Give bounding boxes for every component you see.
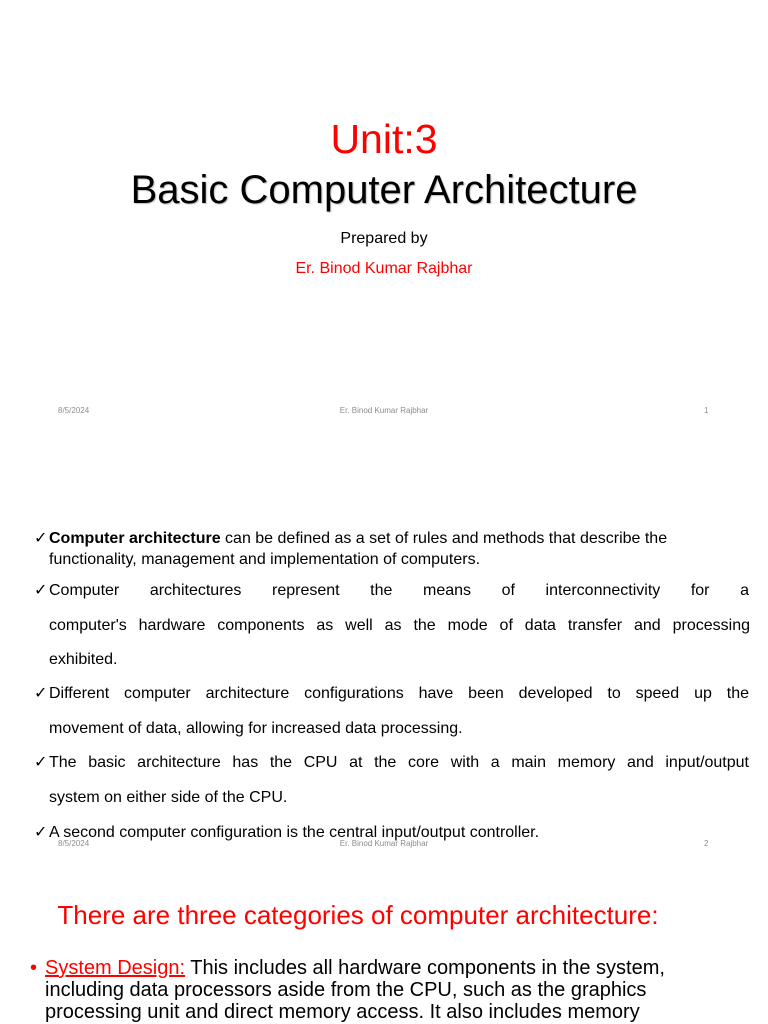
footer-author: Er. Binod Kumar Rajbhar bbox=[339, 839, 429, 848]
slide-footer bbox=[0, 839, 768, 851]
list-item bbox=[30, 957, 730, 1023]
slide-title: Basic Computer Architecture bbox=[130, 168, 638, 212]
list-item bbox=[34, 574, 750, 678]
categories-heading: There are three categories of computer architecture: bbox=[57, 900, 659, 930]
bullet-text: Computer architectures represent the means of interconnectivity for a bbox=[49, 582, 749, 599]
checkmark-icon: ✓ bbox=[34, 530, 48, 547]
bullet-text: can be defined as a set of rules and methods that describe the bbox=[220, 530, 668, 547]
checkmark-icon: ✓ bbox=[34, 754, 48, 771]
author-name: Er. Binod Kumar Rajbhar bbox=[295, 260, 473, 277]
category-label: System Design: bbox=[45, 957, 186, 979]
unit-title: Unit:3 bbox=[330, 116, 438, 162]
checkmark-icon: ✓ bbox=[34, 824, 48, 841]
slide-footer bbox=[0, 406, 768, 418]
footer-author: Er. Binod Kumar Rajbhar bbox=[339, 406, 429, 415]
bullet-text: movement of data, allowing for increased data processing. bbox=[49, 719, 463, 737]
checkmark-icon: ✓ bbox=[34, 685, 48, 702]
bullet-text: exhibited. bbox=[49, 651, 118, 668]
footer-date: 8/5/2024 bbox=[58, 406, 90, 415]
bullet-text: functionality, management and implementation of computers. bbox=[49, 551, 481, 568]
prepared-by-label: Prepared by bbox=[340, 230, 428, 247]
list-item bbox=[34, 746, 750, 815]
footer-date: 8/5/2024 bbox=[58, 839, 90, 848]
checkmark-icon: ✓ bbox=[34, 582, 48, 599]
title-slide bbox=[0, 0, 768, 430]
bullet-text: Different computer architecture configurations have been developed to speed up the bbox=[49, 685, 749, 702]
bullet-dot-icon: • bbox=[30, 957, 38, 979]
bullet-text: A second computer configuration is the central input/output controller. bbox=[49, 824, 540, 841]
category-text: including data processors aside from the CPU, such as the graphics bbox=[45, 979, 647, 1001]
footer-page-number: 2 bbox=[704, 839, 709, 848]
bullet-text: system on either side of the CPU. bbox=[49, 788, 288, 806]
footer-page-number: 1 bbox=[704, 406, 709, 415]
category-text: This includes all hardware components in the system, bbox=[185, 957, 665, 979]
list-item bbox=[34, 677, 750, 746]
list-item bbox=[34, 528, 750, 570]
bullet-text: computer's hardware components as well as the mode of data transfer and processing bbox=[49, 616, 750, 634]
bullet-text: The basic architecture has the CPU at the core with a main memory and input/output bbox=[49, 754, 749, 771]
category-text: processing unit and direct memory access. It also includes memory bbox=[45, 1001, 640, 1023]
term-bold: Computer architecture bbox=[49, 530, 221, 547]
